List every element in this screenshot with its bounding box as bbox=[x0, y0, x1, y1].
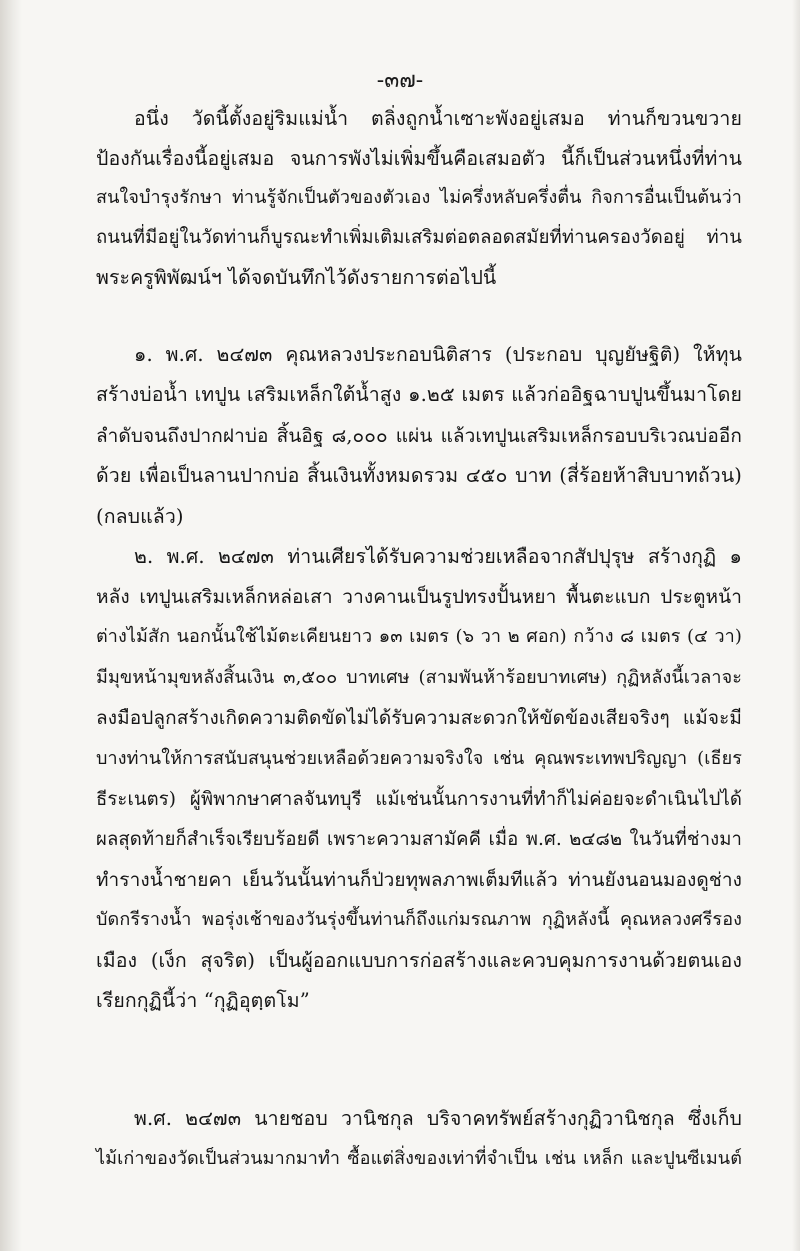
text-line: ๑. พ.ศ. ๒๔๗๓ คุณหลวงประกอบนิติสาร (ประกอบ บุญยัษฐิติ) ให้ทุน bbox=[134, 343, 742, 366]
text-line: ๒. พ.ศ. ๒๔๗๓ ท่านเศียรได้รับความช่วยเหลือจากสัปปุรุษ สร้างกุฏิ ๑ bbox=[134, 545, 742, 568]
page-number: -๓๗- bbox=[376, 68, 424, 93]
text-line: หลัง เทปูนเสริมเหล็กหล่อเสา วางคานเป็นรูปทรงปั้นหยา พื้นตะแบก ประตูหน้า bbox=[96, 586, 742, 608]
text-line: เรียกกุฏินี้ว่า “กุฏิอุตฺตโม” bbox=[96, 989, 310, 1012]
text-line: ลงมือปลูกสร้างเกิดความติดขัดไม่ได้รับความสะดวกให้ขัดข้องเสียจริงๆ แม้จะมี bbox=[96, 707, 742, 729]
text-line: ถนนที่มีอยู่ในวัดท่านก็บูรณะทำเพิ่มเติมเสริมต่อตลอดสมัยที่ท่านครองวัดอยู่ ท่าน bbox=[96, 227, 742, 248]
text-line: พระครูพิพัฒน์ฯ ได้จดบันทึกไว้ดังรายการต่อไปนี้ bbox=[96, 266, 497, 289]
text-line: สร้างบ่อน้ำ เทปูน เสริมเหล็กใต้น้ำสูง ๑.๒๕ เมตร แล้วก่ออิฐฉาบปูนขึ้นมาโดย bbox=[96, 383, 742, 406]
text-line: ผลสุดท้ายก็สำเร็จเรียบร้อยดี เพราะความสามัคคี เมื่อ พ.ศ. ๒๔๘๒ ในวันที่ช่างมา bbox=[96, 829, 742, 850]
text-line: ป้องกันเรื่องนี้อยู่เสมอ จนการพังไม่เพิ่มขึ้นคือเสมอตัว นี้ก็เป็นส่วนหนึ่งที่ท่าน bbox=[96, 147, 742, 170]
text-line: อนึ่ง วัดนี้ตั้งอยู่ริมแม่น้ำ ตลิ่งถูกน้ำเซาะพังอยู่เสมอ ท่านก็ขวนขวาย bbox=[134, 107, 742, 130]
text-line: บัดกรีรางน้ำ พอรุ่งเช้าของวันรุ่งขึ้นท่านก็ถึงแก่มรณภาพ กุฏิหลังนี้ คุณหลวงศรีรอง bbox=[96, 909, 742, 930]
text-line: ไม้เก่าของวัดเป็นส่วนมากมาทำ ซื้อแต่สิ่งของเท่าที่จำเป็น เช่น เหล็ก และปูนซีเมนต์ bbox=[96, 1148, 742, 1169]
text-line: สนใจบำรุงรักษา ท่านรู้จักเป็นตัวของตัวเอง ไม่ครึ่งหลับครึ่งตื่น กิจการอื่นเป็นต้นว่า bbox=[96, 187, 742, 208]
text-line: เมือง (เง็ก สุจริต) เป็นผู้ออกแบบการก่อสร้างและควบคุมการงานด้วยตนเอง bbox=[96, 949, 742, 972]
text-line: (กลบแล้ว) bbox=[96, 505, 184, 528]
text-line: ด้วย เพื่อเป็นลานปากบ่อ สิ้นเงินทั้งหมดรวม ๔๕๐ บาท (สี่ร้อยห้าสิบบาทถ้วน) bbox=[96, 464, 742, 487]
text-line: ทำรางน้ำชายคา เย็นวันนั้นท่านก็ป่วยทุพลภาพเต็มทีแล้ว ท่านยังนอนมองดูช่าง bbox=[96, 869, 742, 891]
text-line: บางท่านให้การสนับสนุนช่วยเหลือด้วยความจริงใจ เช่น คุณพระเทพปริญญา (เธียร bbox=[96, 748, 742, 769]
text-line: ธีระเนตร) ผู้พิพากษาศาลจันทบุรี แม้เช่นนั้นการงานที่ทำก็ไม่ค่อยจะดำเนินไปได้ bbox=[96, 789, 742, 810]
text-line: พ.ศ. ๒๔๗๓ นายชอบ วานิชกุล บริจาคทรัพย์สร้างกุฏิวานิชกุล ซึ่งเก็บ bbox=[134, 1107, 742, 1130]
text-line: ลำดับจนถึงปากฝาบ่อ สิ้นอิฐ ๘,๐๐๐ แผ่น แล้วเทปูนเสริมเหล็กรอบบริเวณบ่ออีก bbox=[96, 425, 742, 447]
text-line: มีมุขหน้ามุขหลังสิ้นเงิน ๓,๕๐๐ บาทเศษ (สามพันห้าร้อยบาทเศษ) กุฏิหลังนี้เวลาจะ bbox=[96, 667, 742, 688]
text-line: ต่างไม้สัก นอกนั้นใช้ไม้ตะเคียนยาว ๑๓ เมตร (๖ วา ๒ ศอก) กว้าง ๘ เมตร (๔ วา) bbox=[96, 626, 742, 647]
